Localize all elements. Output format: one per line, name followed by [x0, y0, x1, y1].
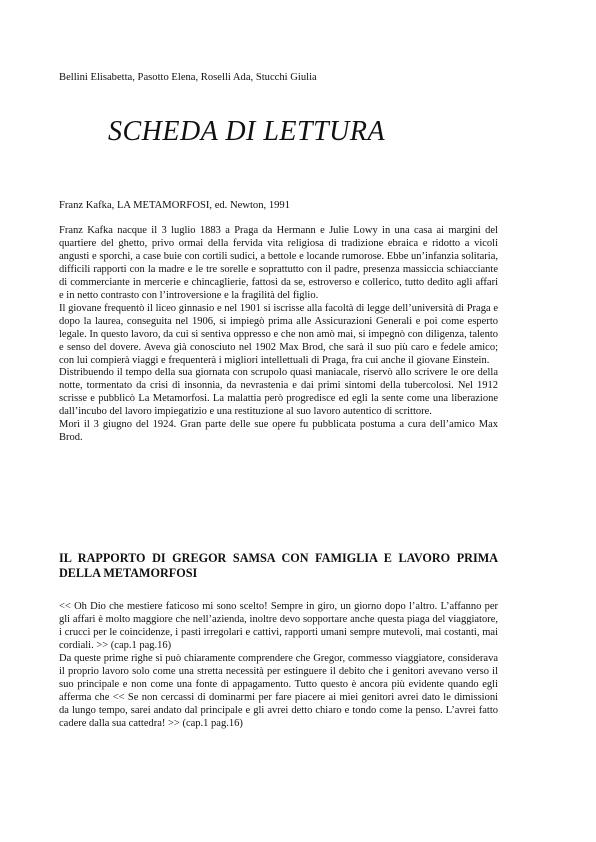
document-title: SCHEDA DI LETTURA [108, 116, 386, 147]
biography-paragraph: Morì il 3 giugno del 1924. Gran parte delle sue opere fu pubblicata postuma a cura dell’amico Max Brod. [59, 419, 498, 444]
biography-paragraph: Il giovane frequentò il liceo ginnasio e nel 1901 si iscrisse alla facoltà di legge dell’università di Praga e dopo la laurea, conseguita nel 1906, si impiegò prima alle Assicurazioni Generali e poi come esperto legale. In questo lavoro, da cui si sentiva oppresso e che non amò mai, si impegnò con diligenza, talento e senso del dovere. Aveva già conosciuto nel 1902 Max Brod, che sarà il suo più caro e fedele amico; con lui compierà viaggi e frequenterà i migliori intellettuali di Praga, fra cui anche il giovane Einstein. [59, 302, 498, 366]
biography-paragraph: Distribuendo il tempo della sua giornata con scrupolo quasi maniacale, riservò allo scrivere le ore della notte, tormentato da crisi di insonnia, da nevrastenia e dai primi sintomi della tubercolosi. Nel 1912 scrisse e pubblicò La Metamorfosi. La malattia però progredisce ed egli la sente come una liberazione dall’incubo del lavoro impiegatizio e una restituzione al suo lavoro autentico di scrittore. [59, 367, 498, 418]
analysis-paragraph: Da queste prime righe si può chiaramente comprendere che Gregor, commesso viaggiatore, considerava il proprio lavoro solo come una stretta necessità per estinguere il debito che i genitori avevano verso il suo principale e non come una fonte di appagamento. Tutto questo è ancora più evidente quando egli afferma che << Se non cercassi di dominarmi per fare piacere ai miei genitori avrei dato le dimissioni da lungo tempo, sarei andato dal principale e gli avrei detto chiaro e tondo come la penso. L’avrei fatto cadere dalla sua cattedra! >> (cap.1 pag.16) [59, 652, 498, 729]
biography-paragraph: Franz Kafka nacque il 3 luglio 1883 a Praga da Hermann e Julie Lowy in una casa ai margini del quartiere del ghetto, privo ormai della fervida vita religiosa di tradizione ebraica e ridotto a vicoli angusti e sporchi, a case buie con cortili sudici, a bettole e locande rumorose. Ebbe un’infanzia solitaria, difficili rapporti con la madre e le tre sorelle e soprattutto con il padre, presenza massiccia schiacciante di commerciante in mercerie e chincaglierie, fattosi da se, estroverso e collerico, tutto dedito agli affari e in netto contrasto con l’introversione e la fragilità del figlio. [59, 225, 498, 301]
analysis-section [59, 601, 498, 731]
section-heading: IL RAPPORTO DI GREGOR SAMSA CON FAMIGLIA E LAVORO PRIMA DELLA METAMORFOSI [59, 551, 498, 580]
authors-line: Bellini Elisabetta, Pasotto Elena, Roselli Ada, Stucchi Giulia [59, 72, 317, 83]
quote-paragraph: << Oh Dio che mestiere faticoso mi sono scelto! Sempre in giro, un giorno dopo l’altro. L’affanno per gli affari è molto maggiore che nell’azienda, inoltre devo sopportare anche questa piaga del viaggiatore, i crucci per le coincidenze, i pasti irregolari e cattivi, rapporti umani sempre mutevoli, mai costanti, mai cordiali. >> (cap.1 pag.16) [59, 601, 498, 651]
book-edition-line: Franz Kafka, LA METAMORFOSI, ed. Newton, 1991 [59, 200, 291, 211]
biography-section [59, 225, 498, 445]
